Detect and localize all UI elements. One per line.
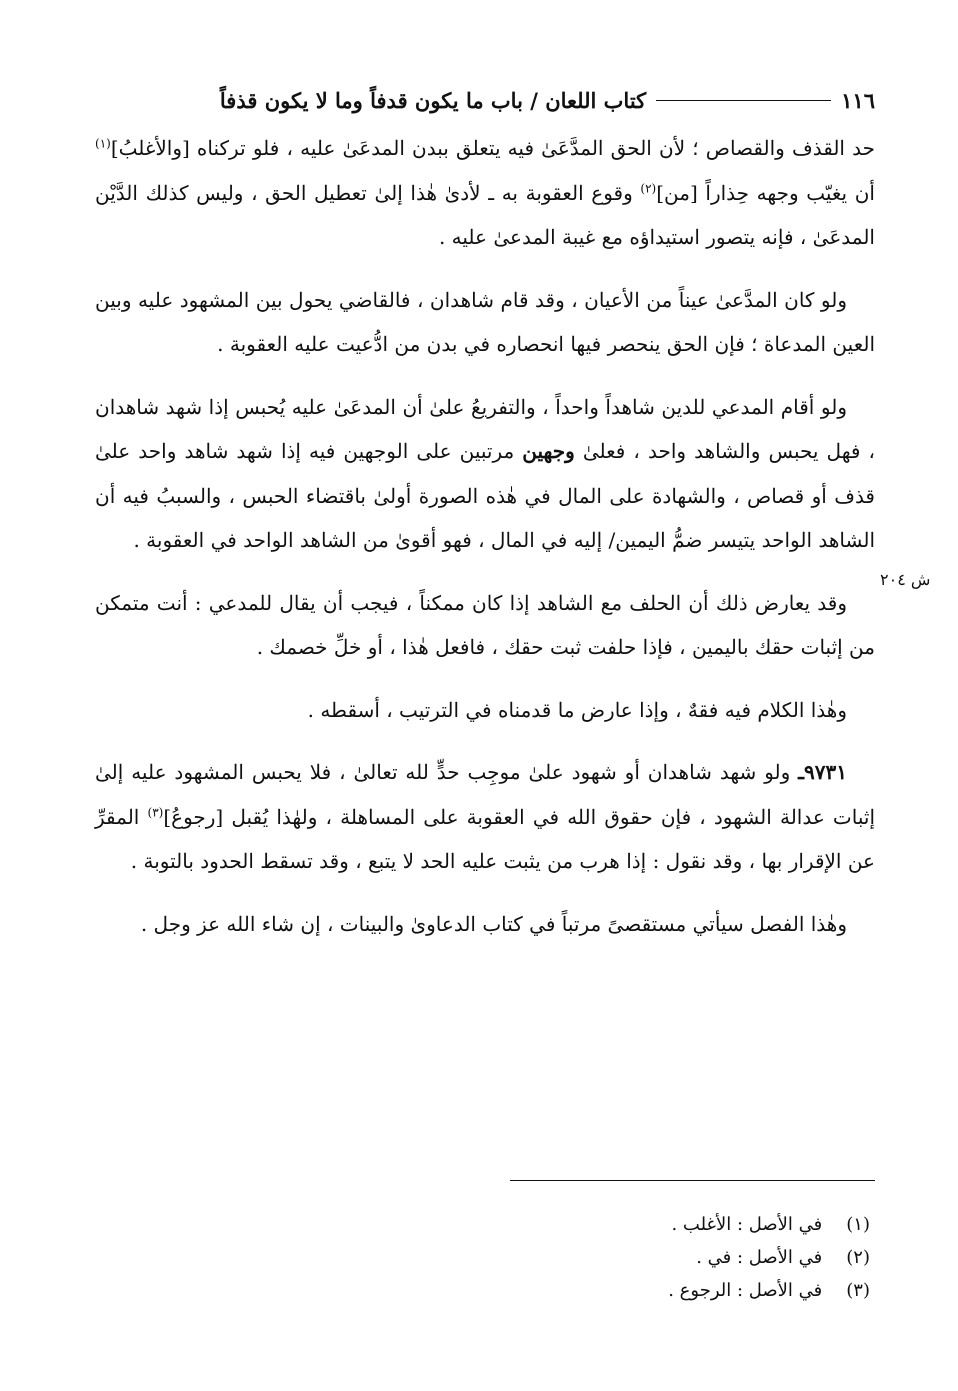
footnote-2 xyxy=(668,1241,870,1274)
footnote-number: (١) xyxy=(846,1214,870,1235)
paragraph-3 xyxy=(95,385,875,563)
text-run: حد القذف والقصاص ؛ لأن الحق المدَّعَىٰ فيه يتعلق ببدن المدعَىٰ عليه ، فلو تركناه [والأغلبُ] xyxy=(110,136,875,160)
footnotes xyxy=(668,1208,870,1307)
paragraph-2: ولو كان المدَّعىٰ عيناً من الأعيان ، وقد قام شاهدان ، فالقاضي يحول بين المشهود عليه وبين العين المدعاة ؛ فإن الحق ينحصر فيها انحصاره في بدن من ادُّعيت عليه العقوبة . xyxy=(95,287,875,356)
text-run: مرتبين على الوجهين فيه إذا شهد شاهد واحد علىٰ قذف أو قصاص ، والشهادة على المال في هٰذه الصورة أولىٰ باقتضاء الحبس ، والسببُ فيه أن الشاهد الواحد يتيسر ضمُّ اليمين/ إليه في المال ، فهو أقوىٰ من الشاهد الواحد في العقوبة . xyxy=(95,439,875,552)
text-run: أن يغيّب وجهه حِذاراً [من] xyxy=(656,180,875,205)
paragraph-7: وهٰذا الفصل سيأتي مستقصىً مرتباً في كتاب الدعاوىٰ والبينات ، إن شاء الله عز وجل . xyxy=(140,911,847,936)
header-rule xyxy=(656,100,831,101)
text-run: ولو أقام المدعي للدين شاهداً واحداً ، والتفريعُ علىٰ أن المدعَىٰ عليه يُحبس إذا شهد شاهدان ، فهل يحبس والشاهد واحد ، فعلىٰ xyxy=(95,394,875,463)
footnote-ref-1: (١) xyxy=(95,136,111,151)
paragraph-6 xyxy=(95,750,875,884)
bold-term: وجهين xyxy=(522,439,575,463)
footnote-number: (٣) xyxy=(846,1280,870,1301)
issue-number: ٩٧٣١ـ xyxy=(798,760,847,784)
footnote-3 xyxy=(668,1274,870,1307)
text-run: وقوع العقوبة به ـ لأدىٰ هٰذا إلىٰ تعطيل الحق ، وليس كذلك الدَّيْن المدعَىٰ ، فإنه يتصور استيداؤه مع غيبة المدعىٰ عليه . xyxy=(95,180,875,249)
page-number: ١١٦ xyxy=(841,87,875,113)
running-title: كتاب اللعان / باب ما يكون قدفاً وما لا يكون قذفاً xyxy=(219,87,647,113)
text-run: المقرِّ عن الإقرار بها ، وقد نقول : إذا هرب من يثبت عليه الحد لا يتبع ، وقد تسقط الحدود بالتوبة . xyxy=(95,804,875,873)
footnote-separator xyxy=(510,1180,875,1181)
main-text xyxy=(95,126,875,946)
paragraph-1 xyxy=(95,126,875,260)
footnote-text: في الأصل : الأغلب . xyxy=(671,1214,823,1235)
margin-note: ش ٢٠٤ xyxy=(880,570,931,589)
footnote-ref-3: (٣) xyxy=(147,804,164,819)
footnote-text: في الأصل : في . xyxy=(696,1247,823,1268)
footnote-ref-2: (٢) xyxy=(640,180,657,195)
text-run: ولو شهد شاهدان أو شهود علىٰ موجِب حدٍّ لله تعالىٰ ، فلا يحبس المشهود عليه إلىٰ إثبات عدالة الشهود ، فإن حقوق الله في العقوبة على المساهلة ، ولهٰذا يُقبل [رجوعُ] xyxy=(95,760,875,829)
paragraph-4: وقد يعارض ذلك أن الحلف مع الشاهد إذا كان ممكناً ، فيجب أن يقال للمدعي : أنت متمكن من إثبات حقك باليمين ، فإذا حلفت ثبت حقك ، فافعل هٰذا ، أو خلِّ خصمك . xyxy=(95,590,875,659)
footnote-text: في الأصل : الرجوع . xyxy=(668,1280,823,1301)
footnote-number: (٢) xyxy=(846,1247,870,1268)
page-header xyxy=(95,80,875,120)
footnote-1 xyxy=(668,1208,870,1241)
paragraph-5: وهٰذا الكلام فيه فقهٌ ، وإذا عارض ما قدمناه في الترتيب ، أسقطه . xyxy=(307,697,847,722)
